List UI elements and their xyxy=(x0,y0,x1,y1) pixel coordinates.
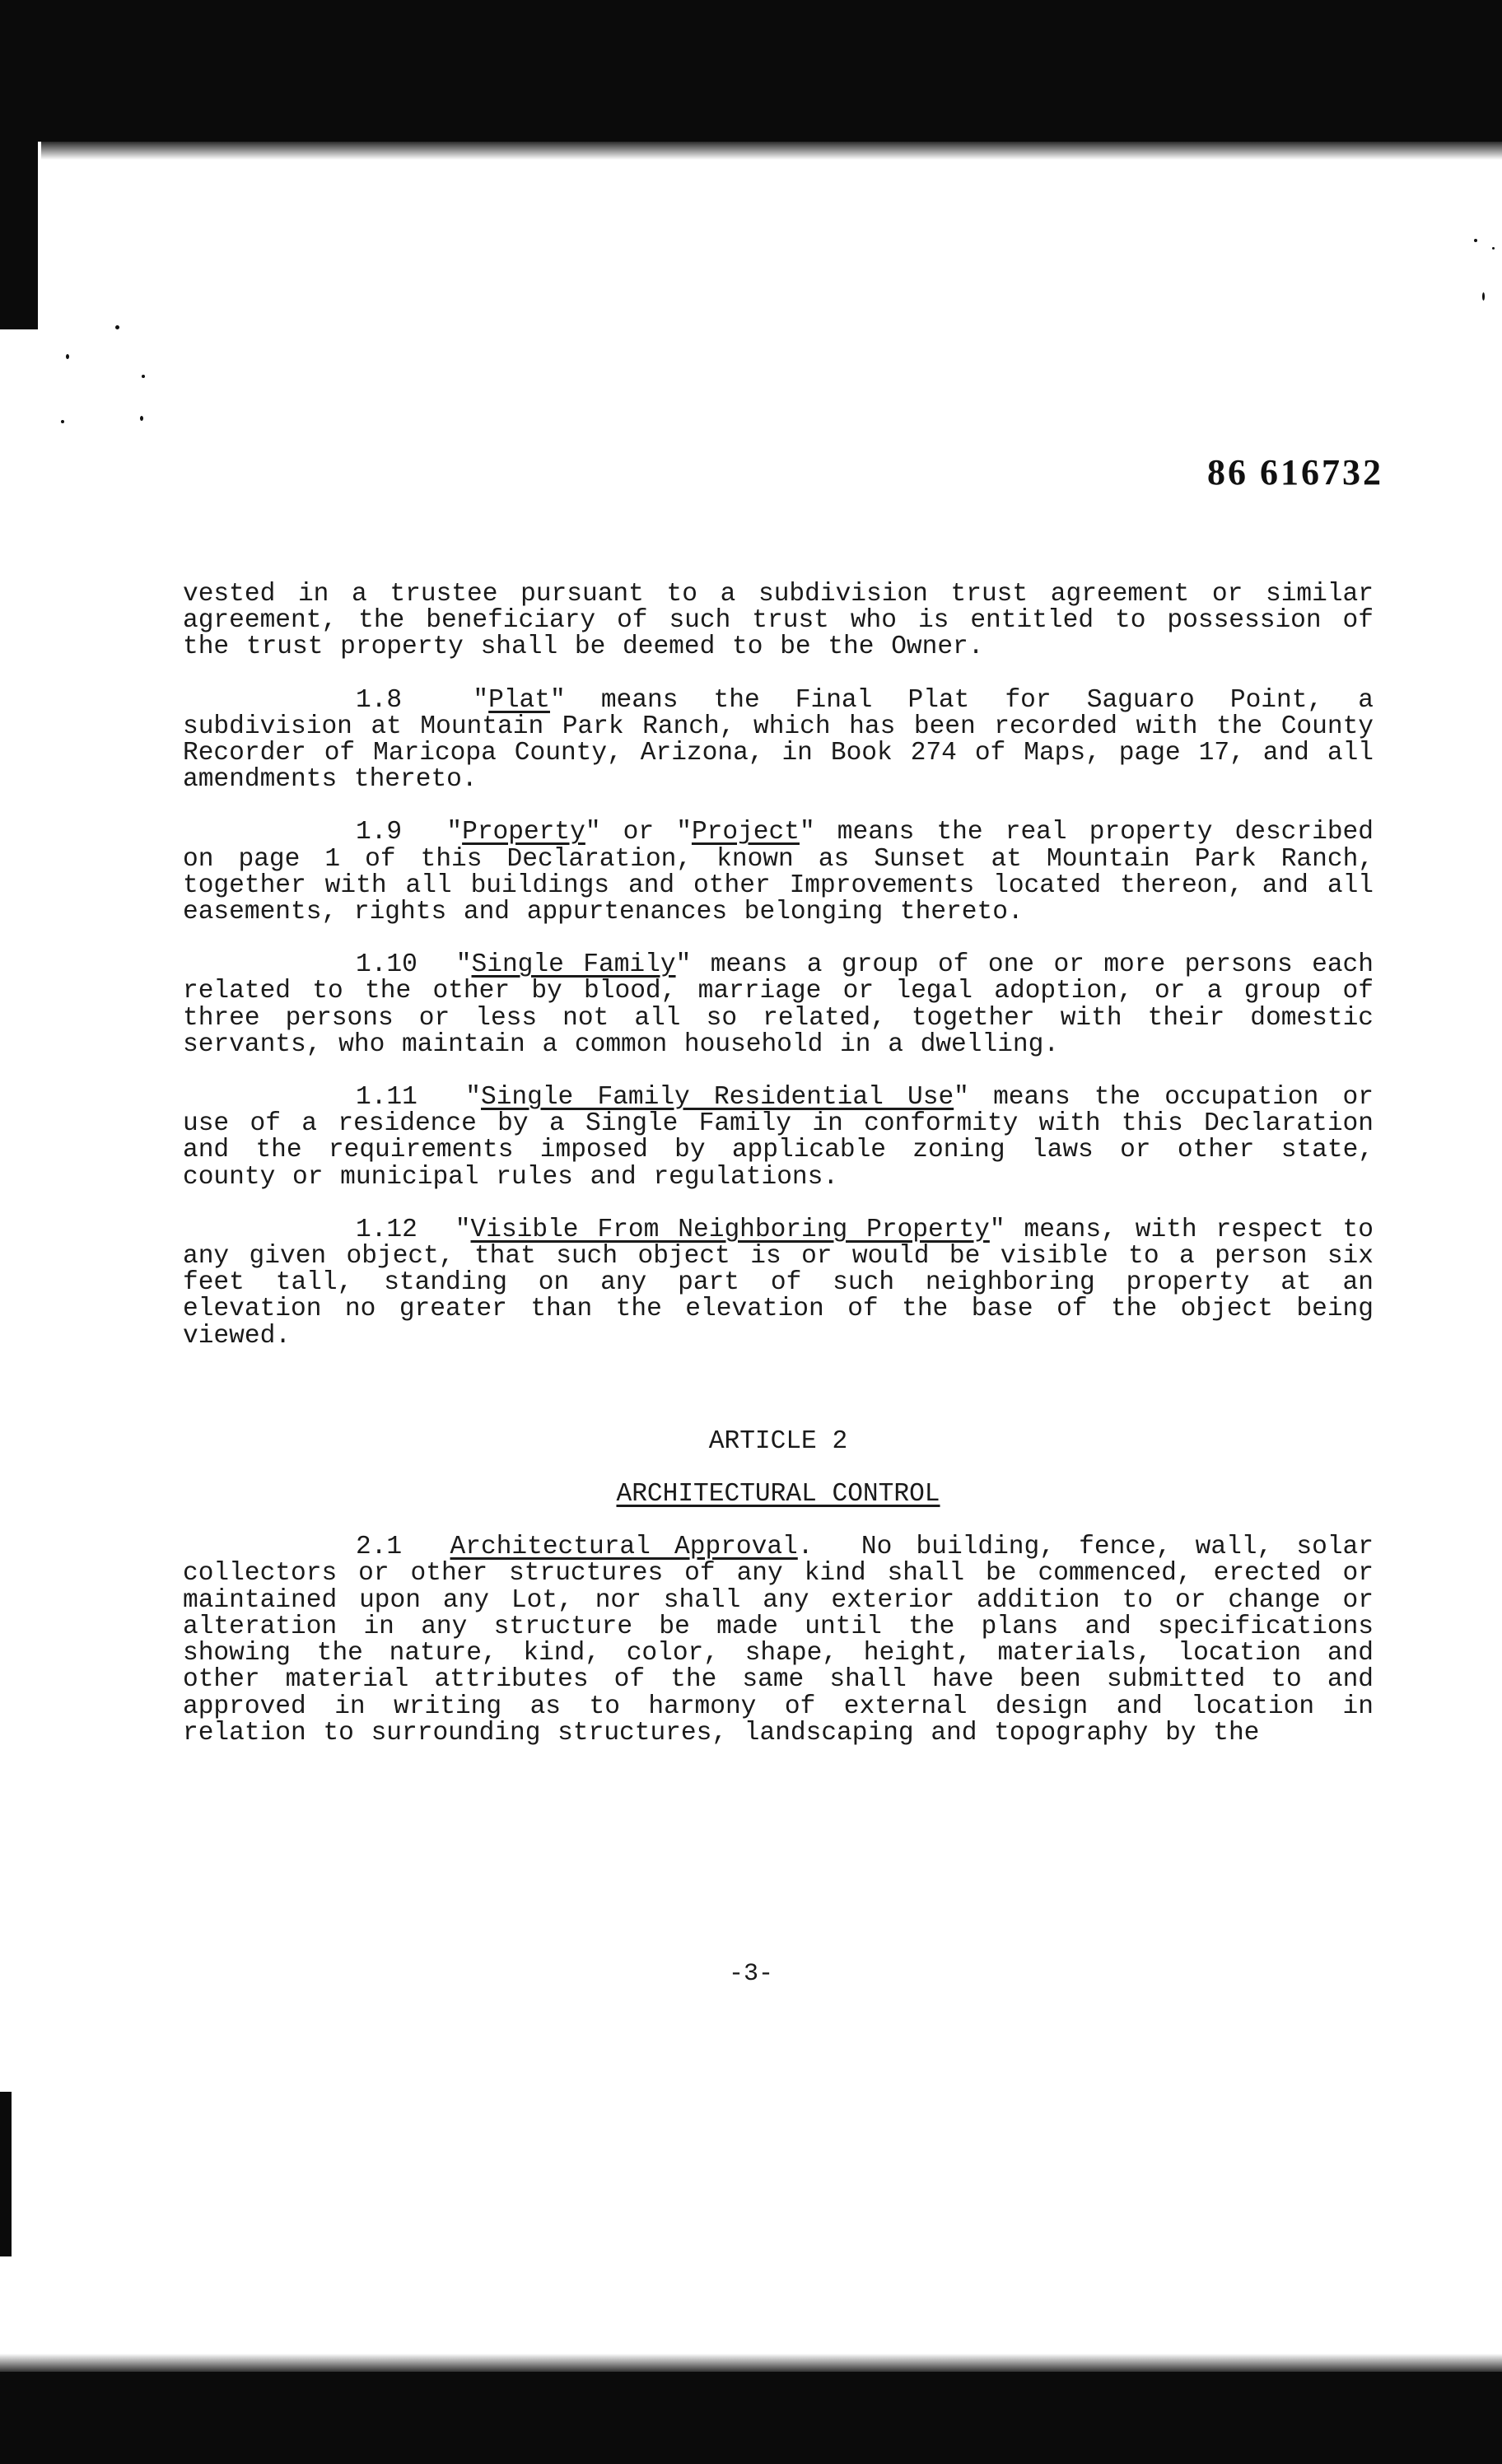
scan-border-top xyxy=(0,0,1502,142)
scan-speck xyxy=(115,325,119,329)
scan-border-bottom xyxy=(0,2372,1502,2464)
scan-speck xyxy=(140,416,143,421)
defined-term: Property xyxy=(462,818,585,847)
definition-number: 1.11 xyxy=(356,1083,417,1113)
defined-term-2: Project xyxy=(691,818,800,847)
definition-1-11: 1.11 "Single Family Residential Use" means the occupation or use of a residence by a Single Family in conformity with this Declaration and the requirements imposed by applicable zoning laws or other state, county or municipal rules and regulations. xyxy=(183,1083,1374,1192)
definition-text: means the Final Plat for Saguaro Point, a subdivision at Mountain Park Ranch, which has been recorded with the County Recorder of Maricopa County, Arizona, in Book 274 of Maps, page 17, and all amendments thereto. xyxy=(183,685,1374,795)
definition-number: 1.9 xyxy=(356,818,403,847)
scan-speck xyxy=(61,420,64,423)
scan-speck xyxy=(1492,247,1495,250)
scan-speck xyxy=(1482,292,1485,301)
section-2-1: 2.1 Architectural Approval. No building, fence, wall, solar collectors or other structures of any kind shall be commenced, erected or maintained upon any Lot, nor shall any exterior addition to or change or alteration in any structure be made until the plans and specifications showing the nature, kind, color, shape, height, materials, location and other material attributes of the same shall have been submitted to and approved in writing as to harmony of external design and location in relation to surrounding structures, landscaping and topography by the xyxy=(183,1533,1374,1748)
scan-speck xyxy=(1474,239,1477,242)
scan-shadow-bottom xyxy=(0,2354,1502,2372)
page-number: -3- xyxy=(728,1960,773,1988)
definition-number: 1.10 xyxy=(356,950,417,980)
definition-1-9: 1.9 "Property" or "Project" means the real property described on page 1 of this Declaration, known as Sunset at Mountain Park Ranch, together with all buildings and other Improvements located thereon, and all easements, rights and appurtenances belonging thereto. xyxy=(183,818,1374,927)
definition-1-10: 1.10 "Single Family" means a group of one or more persons each related to the other by blood, marriage or legal adoption, or a group of three persons or less not all so related, together with their domestic servants, who maintain a common household in a dwelling. xyxy=(183,950,1374,1059)
defined-term: Visible From Neighboring Property xyxy=(470,1215,990,1244)
definition-text: means, with respect to any given object, that such object is or would be visible to a person six feet tall, standing on any part of such neighboring property at an elevation no greater than the elevation of the base of the object being viewed. xyxy=(183,1215,1374,1351)
scan-shadow-top xyxy=(41,142,1502,160)
defined-term: Plat xyxy=(488,685,550,715)
document-number: 86 616732 xyxy=(1207,452,1383,492)
definition-text: means a group of one or more persons each related to the other by blood, marriage or legal adoption, or a group of three persons or less not all so related, together with their domestic servants, who maintain a common household in a dwelling. xyxy=(183,950,1374,1059)
definition-number: 1.8 xyxy=(356,685,403,715)
document-body xyxy=(183,581,1374,1747)
definition-connector: or xyxy=(623,818,655,847)
continuation-paragraph: vested in a trustee pursuant to a subdivision trust agreement or similar agreement, the beneficiary of such trust who is entitled to possession of the trust property shall be deemed to be the Owner. xyxy=(183,580,1374,662)
article-heading: ARTICLE 2 xyxy=(708,1426,848,1456)
article-title: ARCHITECTURAL CONTROL xyxy=(616,1480,940,1510)
defined-term: Single Family Residential Use xyxy=(480,1083,954,1113)
definition-text: means the occupation or use of a residence by a Single Family in conformity with this Declaration and the requirements imposed by applicable zoning laws or other state, county or municipal rules and regulations. xyxy=(183,1083,1374,1192)
scan-border-left xyxy=(0,142,38,329)
scan-speck xyxy=(66,354,69,359)
section-heading: Architectural Approval xyxy=(450,1533,798,1562)
defined-term: Single Family xyxy=(471,950,676,980)
definition-1-12: 1.12 "Visible From Neighboring Property" means, with respect to any given object, that such object is or would be visible to a person six feet tall, standing on any part of such neighboring property at an elevation no greater than the elevation of the base of the object being viewed. xyxy=(183,1215,1374,1351)
definition-number: 1.12 xyxy=(356,1215,417,1244)
section-text: No building, fence, wall, solar collectors or other structures of any kind shall be commenced, erected or maintained upon any Lot, nor shall any exterior addition to or change or alteration in any structure be made until the plans and specifications showing the nature, kind, color, shape, height, materials, location and other material attributes of the same shall have been submitted to and approved in writing as to harmony of external design and location in relation to surrounding structures, landscaping and topography by the xyxy=(183,1533,1374,1748)
scan-border-left-lower xyxy=(0,2092,12,2256)
definition-1-8: 1.8 "Plat" means the Final Plat for Saguaro Point, a subdivision at Mountain Park Ranch, which has been recorded with the County Recorder of Maricopa County, Arizona, in Book 274 of Maps, page 17, and all amendments thereto. xyxy=(183,685,1374,795)
section-number: 2.1 xyxy=(356,1533,403,1562)
definition-text: means the real property described on page 1 of this Declaration, known as Sunset at Mountain Park Ranch, together with all buildings and other Improvements located thereon, and all easements, rights and appurtenances belonging thereto. xyxy=(183,818,1374,927)
scan-speck xyxy=(142,375,145,378)
